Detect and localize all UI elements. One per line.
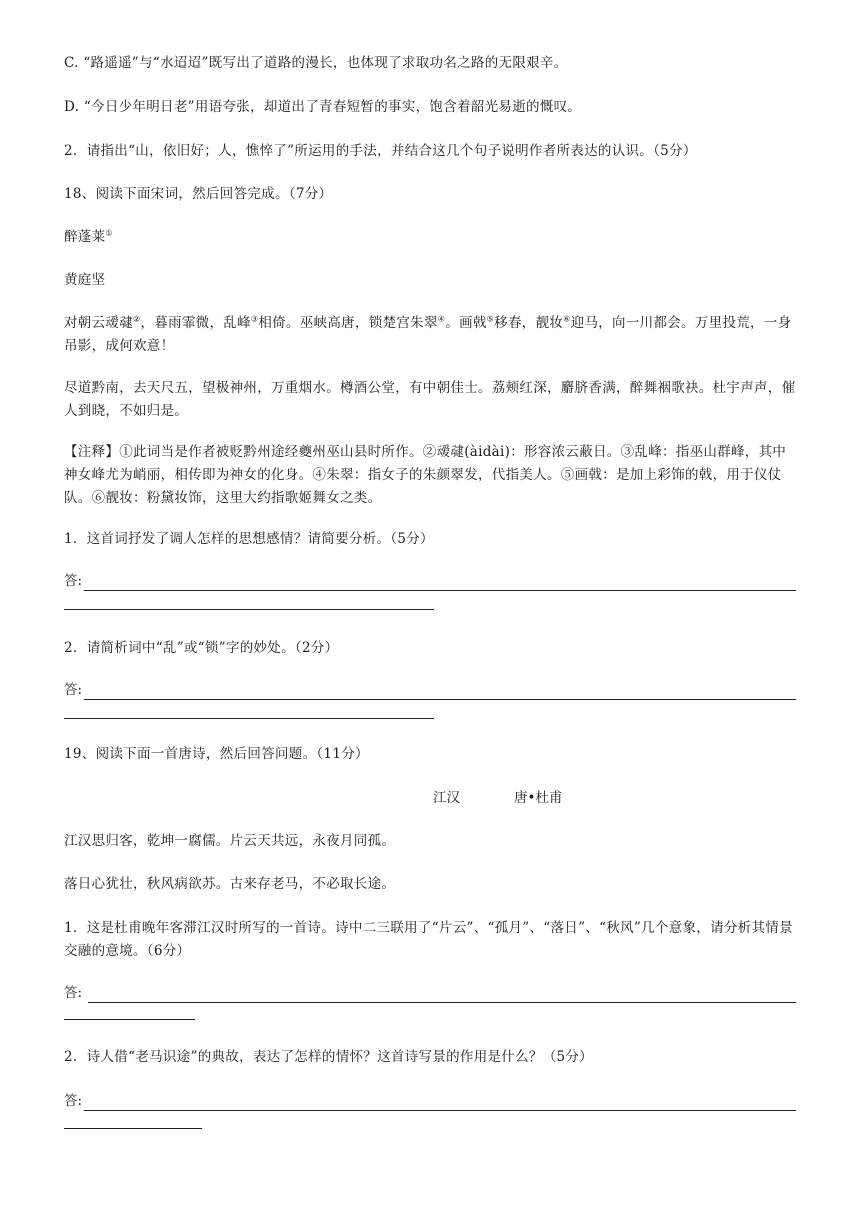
- poem-title-text: 醉蓬莱: [64, 229, 106, 245]
- stanza-text: 相倚。巫峡高唐，锁楚宫朱翠: [258, 315, 438, 331]
- answer-rule: [84, 1095, 796, 1111]
- poem-title: 江汉: [433, 790, 460, 806]
- footnote-marker: ②: [133, 314, 141, 324]
- poem-title-line: [433, 787, 562, 810]
- stanza-text: 移春，靓妆: [494, 315, 564, 331]
- stanza-text: 对朝云叆叇: [64, 315, 133, 331]
- answer-rule: [84, 684, 796, 700]
- q17-subquestion-2: 2．请指出“山，依旧好；人，憔悴了”所运用的手法，并结合这几个句子说明作者所表达的认识。（5分）: [64, 143, 697, 159]
- footnote-marker: ①: [105, 228, 113, 238]
- q19-intro: 19、阅读下面一首唐诗，然后回答问题。（11分）: [64, 746, 369, 762]
- answer-rule: [84, 575, 796, 591]
- answer-line[interactable]: [64, 571, 796, 591]
- q18-subquestion-2: 2．请简析词中“乱”或“锁”字的妙处。（2分）: [64, 640, 339, 656]
- poem-line-1: 江汉思归客，乾坤一腐儒。片云天共远，永夜月同孤。: [64, 833, 396, 849]
- poem-author: 唐•杜甫: [514, 790, 563, 806]
- answer-line[interactable]: [64, 1091, 796, 1111]
- stanza-text: 迎马，向一川都会。万里投荒，一身吊影，成何欢意！: [64, 315, 792, 354]
- answer-rule-continued: [64, 609, 434, 610]
- answer-line[interactable]: [64, 983, 796, 1003]
- answer-rule: [88, 987, 796, 1003]
- poem-stanza-1: [64, 312, 796, 358]
- answer-label: 答:: [64, 985, 83, 1001]
- poem-author: 黄庭坚: [64, 272, 106, 288]
- footnote-marker: ③: [250, 314, 259, 324]
- answer-label: 答:: [64, 1093, 83, 1109]
- stanza-text: 。画戟: [445, 315, 487, 331]
- q19-subquestion-1: 1．这是杜甫晚年客滞江汉时所写的一首诗。诗中二三联用了“片云”、“孤月”、“落日”、“秋风”几个意象，请分析其情景交融的意境。（6分）: [64, 920, 793, 959]
- answer-rule-continued: [64, 1128, 202, 1129]
- poem-title: [64, 226, 796, 249]
- option-c: C. “路遥遥”与“水迢迢”既写出了道路的漫长，也体现了求取功名之路的无限艰辛。: [64, 55, 568, 71]
- answer-rule-continued: [64, 718, 434, 719]
- option-d: D. “今日少年明日老”用语夸张，却道出了青春短暂的事实，饱含着韶光易逝的慨叹。: [64, 99, 582, 115]
- answer-label: 答:: [64, 573, 83, 589]
- answer-line[interactable]: [64, 680, 796, 700]
- answer-rule-continued: [64, 1019, 195, 1020]
- stanza-text: ，暮雨霏微，乱峰: [140, 315, 251, 331]
- q18-subquestion-1: 1．这首词抒发了调人怎样的思想感情？请简要分析。（5分）: [64, 531, 434, 547]
- poem-line-2: 落日心犹壮，秋风病欲苏。古来存老马，不必取长途。: [64, 876, 396, 892]
- footnote-marker: ④: [437, 314, 446, 324]
- q18-intro: 18、阅读下面宋词，然后回答完成。（7分）: [64, 186, 333, 202]
- q19-subquestion-2: 2．诗人借“老马识途”的典故，表达了怎样的情怀？这首诗写景的作用是什么？（5分）: [64, 1049, 593, 1065]
- footnote-marker: ⑥: [563, 314, 571, 324]
- annotation-notes: 【注释】①此词当是作者被贬黔州途经夔州巫山县时所作。②叆叇(àidài)：形容浓云蔽日。③乱峰：指巫山群峰，其中神女峰尤为峭丽，相传即为神女的化身。④朱翠：指女子的朱颜翠发，代指美人。⑤画戟：是加上彩饰的戟，用于仪仗队。⑥靓妆：粉黛妆饰，这里大约指歌姬舞女之类。: [64, 444, 787, 506]
- footnote-marker: ⑤: [486, 314, 495, 324]
- poem-stanza-2: 尽道黔南，去天尺五，望极神州，万重烟水。樽酒公堂，有中朝佳士。荔颊红深，麝脐香满，醉舞裀歌袂。杜宇声声，催人到晓，不如归是。: [64, 380, 796, 419]
- answer-label: 答:: [64, 682, 83, 698]
